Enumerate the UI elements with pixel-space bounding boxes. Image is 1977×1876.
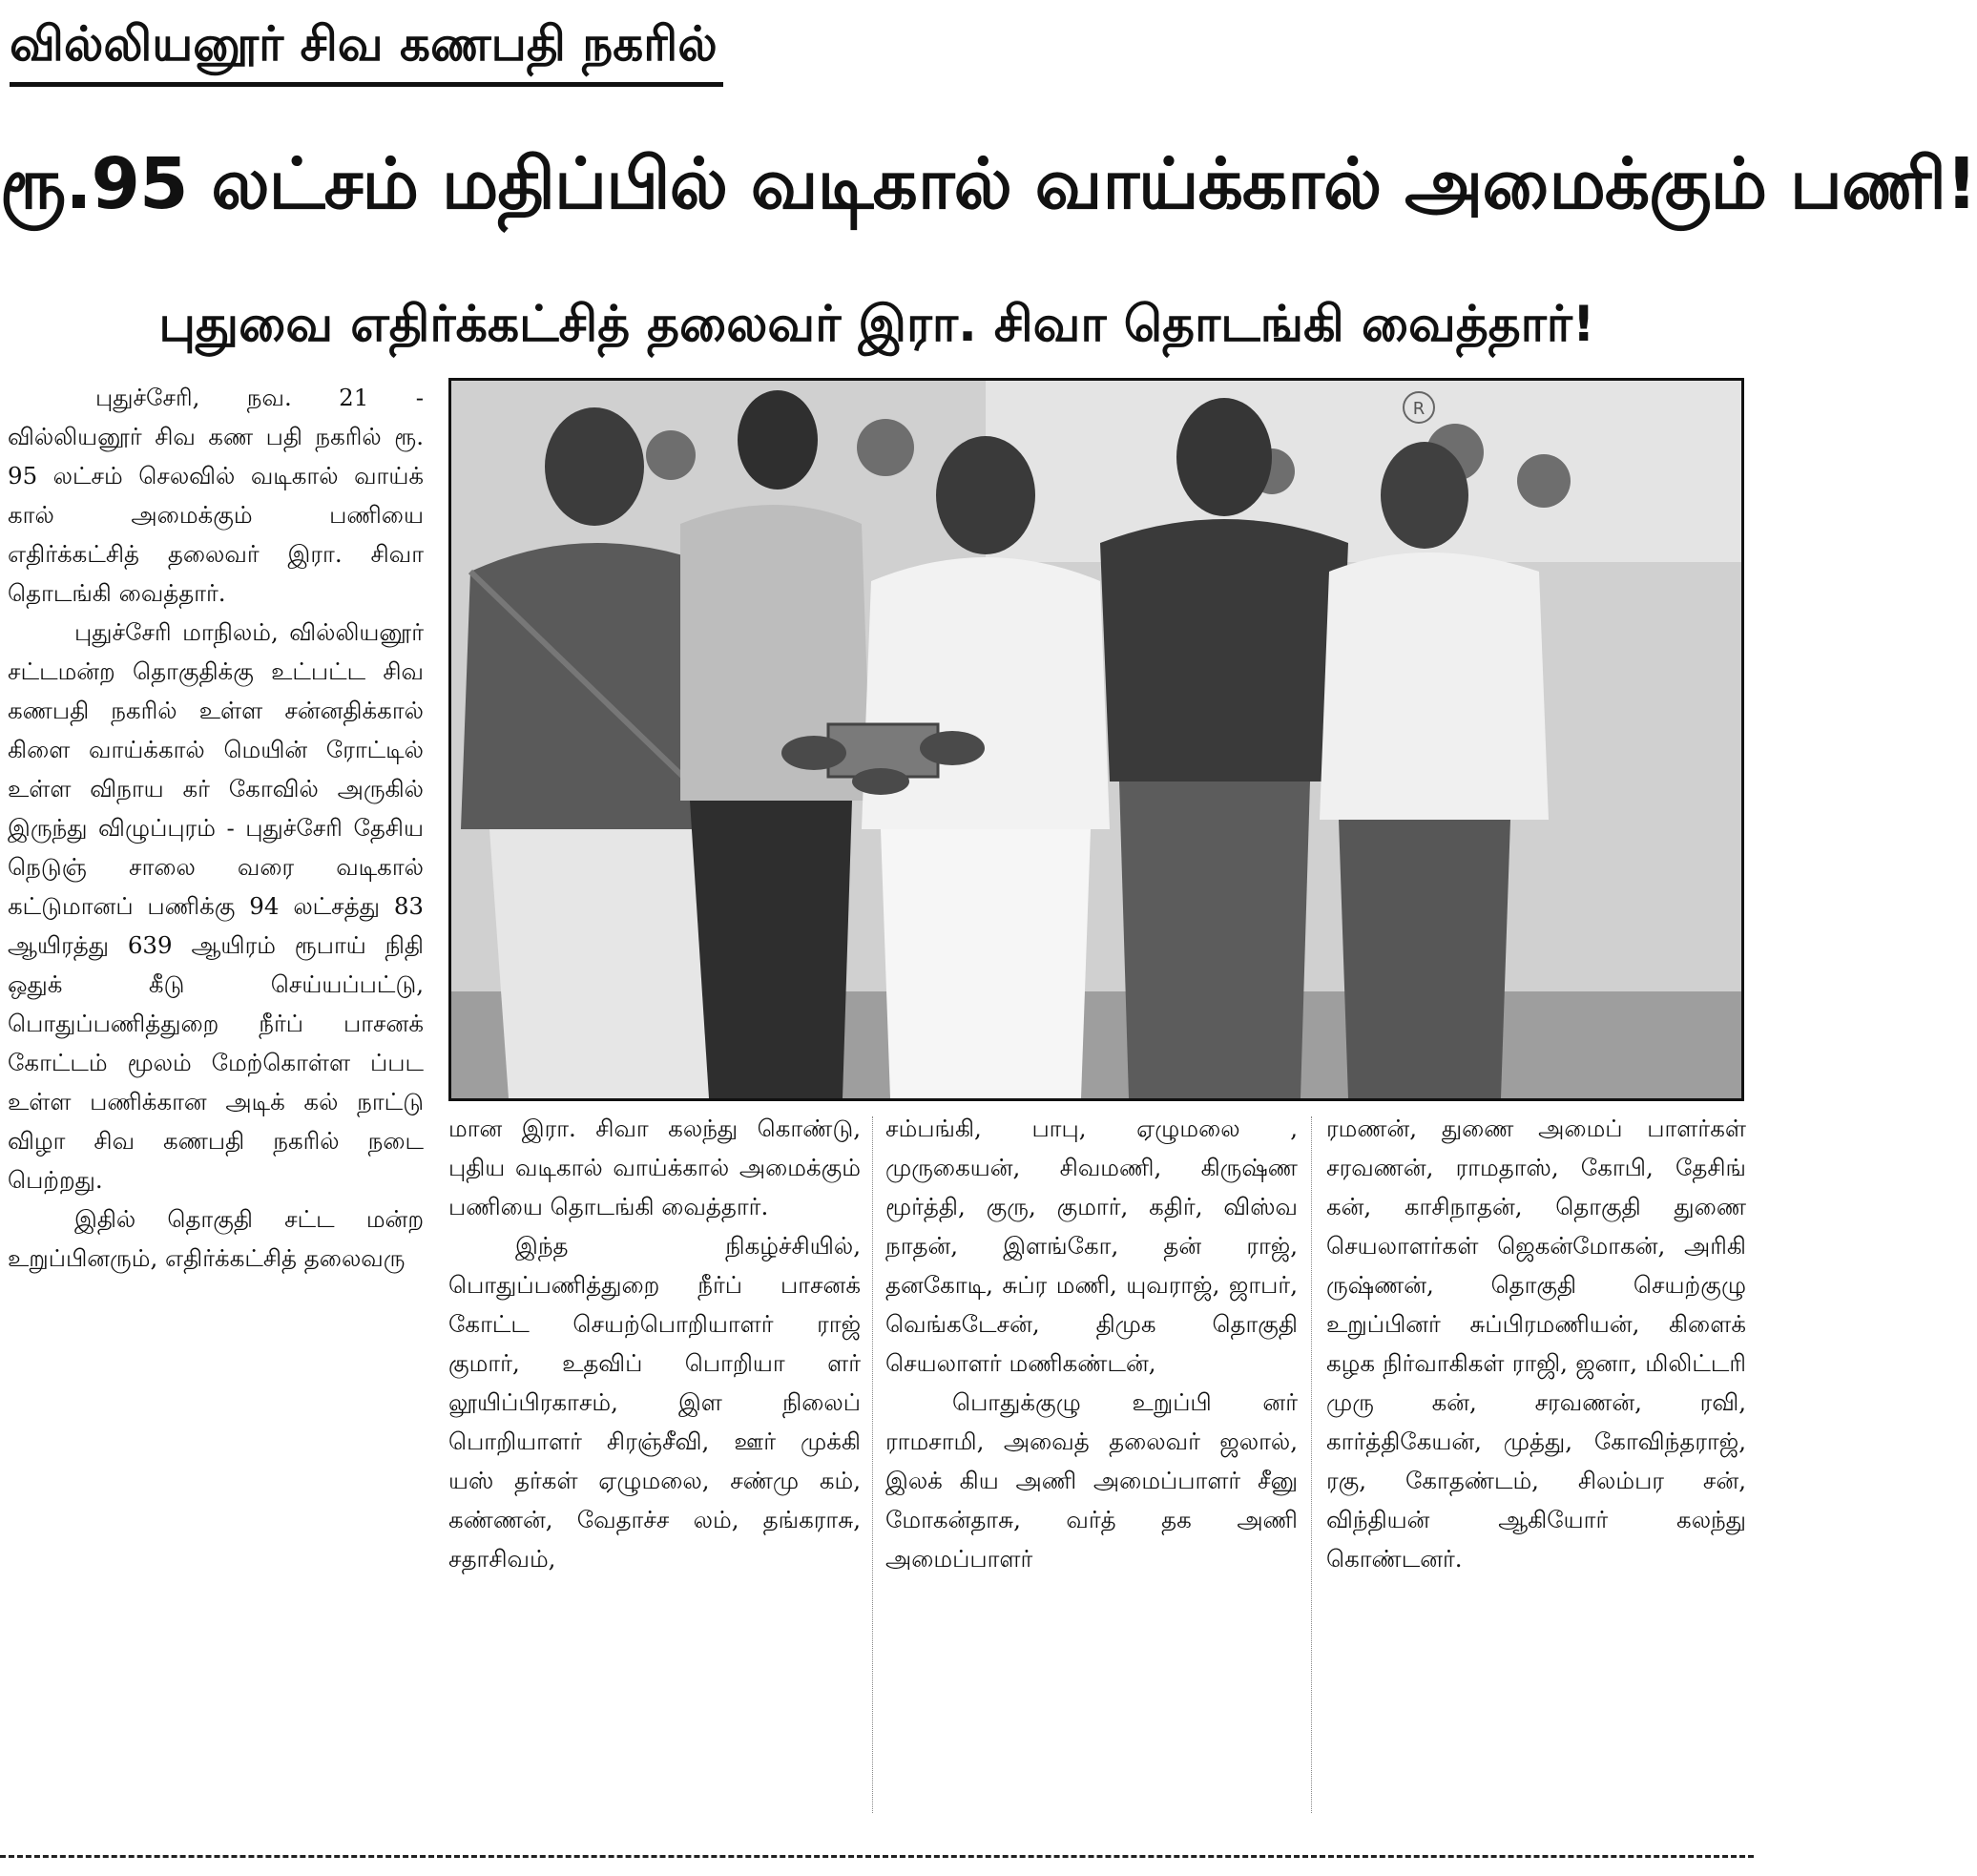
paragraph-5: இந்த நிகழ்ச்சியில், பொதுப்பணித்துறை நீர்ப் பாசனக் கோட்ட செயற்பொறியாளர் ராஜ் குமார், உதவிப் பொறியா ளர் லூயிப்பிரகாசம், இள நிலைப் பொறியாளர் சிரஞ்சீவி, ஊர் முக்கி யஸ் தர்கள் ஏழுமலை, சண்மு கம், கண்ணன், வேதாச்ச லம், தங்கராசு, சதாசிவம்,	[448, 1232, 861, 1573]
paragraph-2: புதுச்சேரி மாநிலம், வில்லியனூர் சட்டமன்ற தொகுதிக்கு உட்பட்ட சிவ கணபதி நகரில் உள்ள சன்னதிக்கால் கிளை வாய்க்கால் மெயின் ரோட்டில் உள்ள விநாய கர் கோவில் அருகில் இருந்து விழுப்புரம் - புதுச்சேரி தேசிய நெடுஞ் சாலை வரை வடிகால் கட்டுமானப் பணிக்கு 94 லட்சத்து 83 ஆயிரத்து 639 ஆயிரம் ரூபாய் நிதி ஒதுக் கீடு செய்யப்பட்டு, பொதுப்பணித்துறை நீர்ப் பாசனக் கோட்டம் மூலம் மேற்கொள்ள ப்பட உள்ள பணிக்கான அடிக் கல் நாட்டு விழா சிவ கணபதி நகரில் நடை பெற்றது.	[8, 618, 424, 1194]
paragraph-3: இதில் தொகுதி சட்ட மன்ற உறுப்பினரும், எதிர்க்கட்சித் தலைவரு	[8, 1205, 424, 1272]
paragraph-4: மான இரா. சிவா கலந்து கொண்டு, புதிய வடிகால் வாய்க்கால் அமைக்கும் பணியை தொடங்கி வைத்தார்.	[448, 1115, 861, 1220]
sign-text: R	[1412, 399, 1426, 419]
paragraph-8: ரமணன், துணை அமைப் பாளர்கள் சரவணன், ராமதாஸ், கோபி, தேசிங் கன், காசிநாதன், தொகுதி துணை செயலாளர்கள் ஜெகன்மோகன், அரிகி ருஷ்ணன், தொகுதி செயற்குழு உறுப்பினர் சுப்பிரமணியன், கிளைக் கழக நிர்வாகிகள் ராஜி, ஜனா, மிலிட்டரி முரு கன், சரவணன், ரவி, கார்த்திகேயன், முத்து, கோவிந்தராஜ், ரகு, கோதண்டம், சிலம்பர சன், விந்தியன் ஆகியோர் கலந்து கொண்டனர்.	[1326, 1115, 1746, 1573]
column-divider	[872, 1116, 873, 1813]
article-column-3	[885, 1109, 1298, 1826]
news-photo-illustration	[451, 381, 1741, 1098]
subheadline: புதுவை எதிர்க்கட்சித் தலைவர் இரா. சிவா தொடங்கி வைத்தார்!	[158, 296, 1595, 353]
bottom-dashed-rule	[0, 1855, 1754, 1858]
paragraph-1: புதுச்சேரி, நவ. 21 - வில்லியனூர் சிவ கண பதி நகரில் ரூ. 95 லட்சம் செலவில் வடிகால் வாய்க் கால் அமைக்கும் பணியை எதிர்க்கட்சித் தலைவர் இரா. சிவா தொடங்கி வைத்தார்.	[8, 384, 424, 607]
article-column-2	[448, 1109, 861, 1826]
article-column-1	[8, 378, 424, 1824]
kicker-title: வில்லியனூர் சிவ கணபதி நகரில்	[10, 6, 723, 87]
headline: ரூ.95 லட்சம் மதிப்பில் வடிகால் வாய்க்கால் அமைக்கும் பணி!	[0, 143, 1977, 225]
paragraph-6: சம்பங்கி, பாபு, ஏழுமலை , முருகையன், சிவமணி, கிருஷ்ண மூர்த்தி, குரு, குமார், கதிர், விஸ்வ நாதன், இளங்கோ, தன் ராஜ், தனகோடி, சுப்ர மணி, யுவராஜ், ஜாபர், வெங்கடேசன், திமுக தொகுதி செயலாளர் மணிகண்டன்,	[885, 1115, 1298, 1377]
news-photo	[448, 378, 1744, 1101]
article-column-4	[1326, 1109, 1746, 1826]
paragraph-7: பொதுக்குழு உறுப்பி னர் ராமசாமி, அவைத் தலைவர் ஜலால், இலக் கிய அணி அமைப்பாளர் சீனு மோகன்தாசு, வர்த் தக அணி அமைப்பாளர்	[885, 1388, 1298, 1573]
column-divider	[1311, 1116, 1312, 1813]
